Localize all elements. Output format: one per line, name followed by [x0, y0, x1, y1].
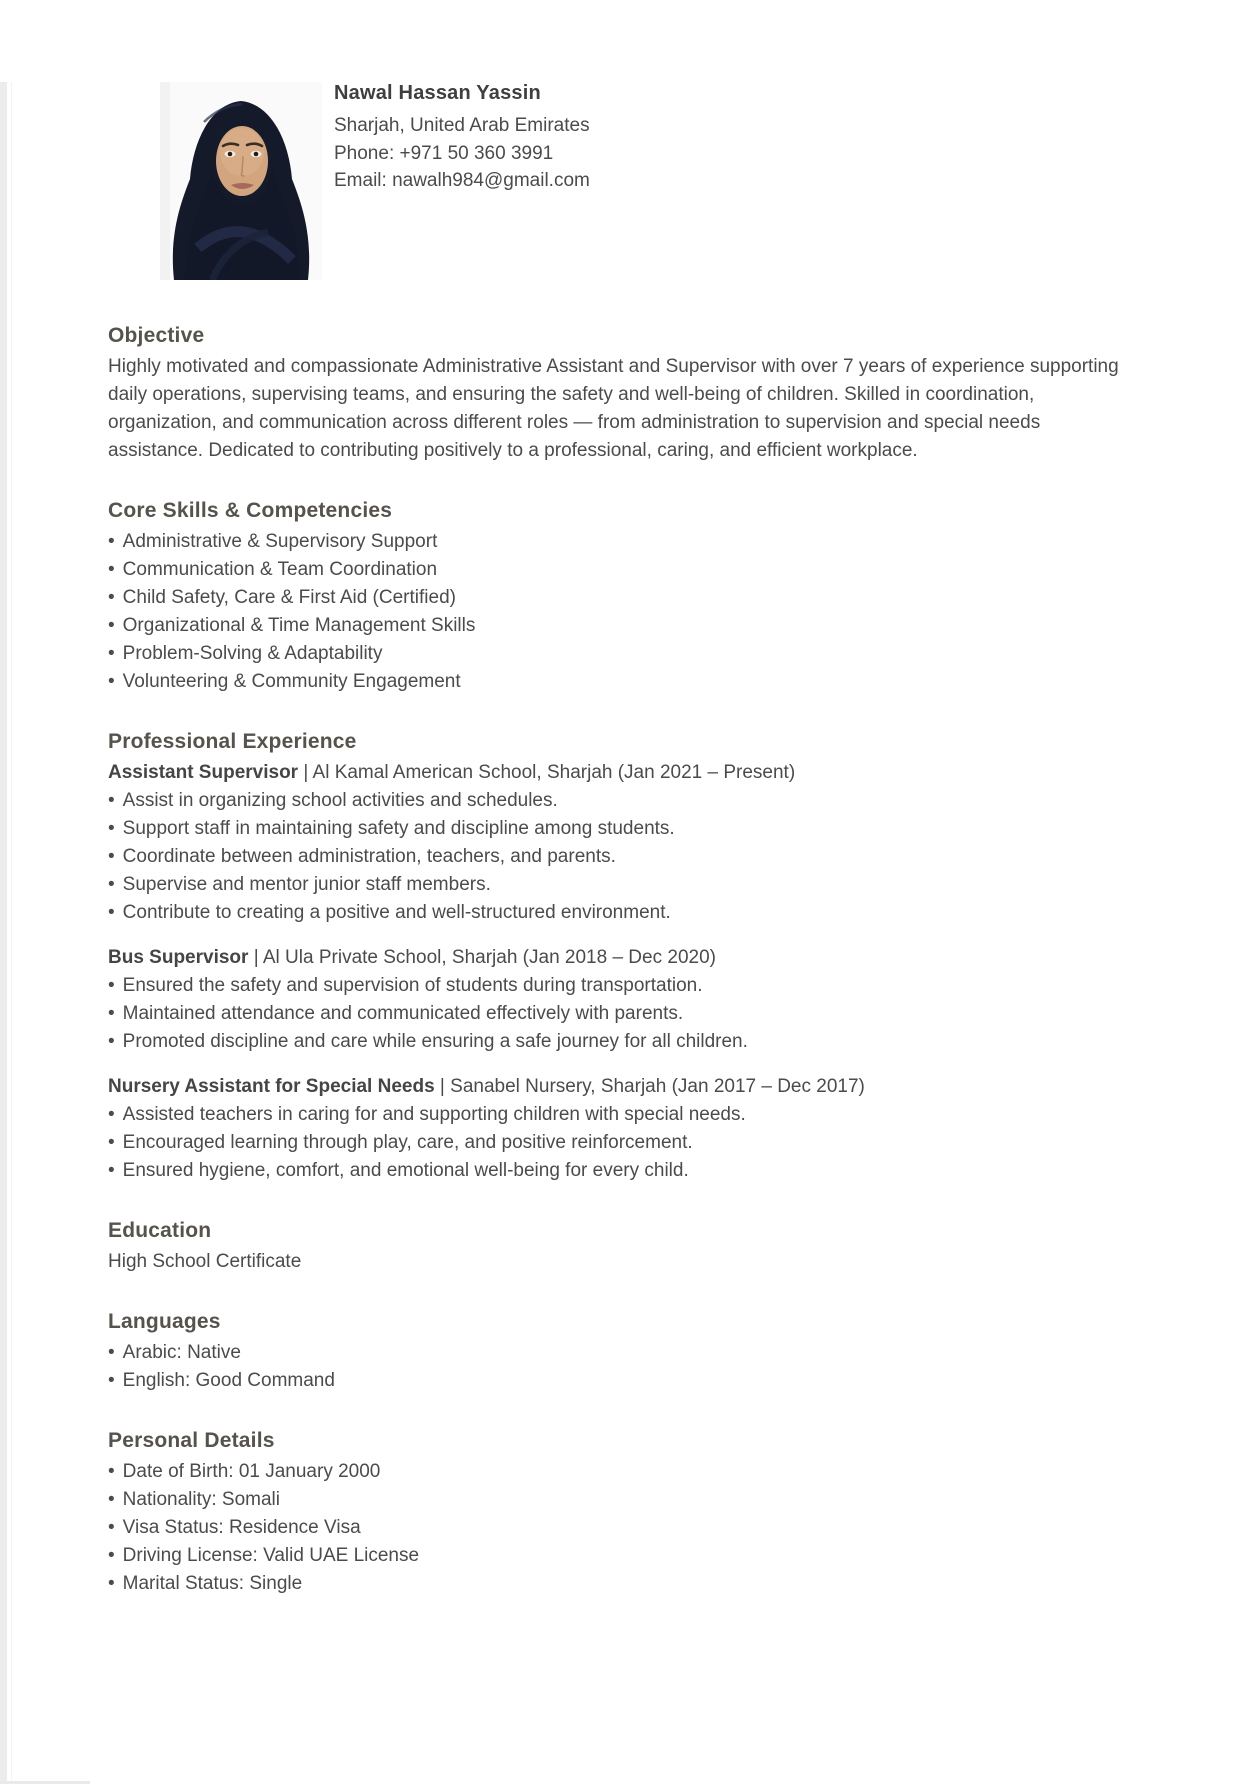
languages-list [108, 1339, 1139, 1395]
personal-detail-item: • Nationality: Somali [108, 1486, 1139, 1514]
job-meta: | Al Kamal American School, Sharjah (Jan 2021 – Present) [298, 762, 796, 783]
left-pupil [228, 152, 233, 157]
personal-detail-item: • Date of Birth: 01 January 2000 [108, 1458, 1139, 1486]
right-pupil [254, 152, 259, 157]
job-title-line [108, 1073, 1139, 1101]
section-objective [108, 324, 1139, 465]
job-bullets [108, 787, 1139, 927]
personal-detail-item: • Driving License: Valid UAE License [108, 1542, 1139, 1570]
job-bullet: • Coordinate between administration, teachers, and parents. [108, 843, 1139, 871]
portrait-photo-illustration [160, 82, 322, 280]
job-bullet: • Assist in organizing school activities and schedules. [108, 787, 1139, 815]
objective-title: Objective [108, 324, 205, 347]
languages-title: Languages [108, 1310, 221, 1333]
page-scan-edge-hairline [11, 82, 12, 1784]
skills-title: Core Skills & Competencies [108, 499, 393, 522]
section-skills [108, 499, 1139, 696]
job-role: Nursery Assistant for Special Needs [108, 1076, 435, 1097]
job-bullet: • Assisted teachers in caring for and supporting children with special needs. [108, 1101, 1139, 1129]
candidate-phone: Phone: +971 50 360 3991 [334, 142, 554, 164]
job-bus-supervisor [108, 944, 1139, 1056]
skill-item: • Volunteering & Community Engagement [108, 668, 1139, 696]
personal-details-list [108, 1458, 1139, 1598]
education-title: Education [108, 1219, 212, 1242]
candidate-location: Sharjah, United Arab Emirates [334, 115, 590, 136]
skill-item: • Organizational & Time Management Skills [108, 612, 1139, 640]
resume-page [0, 82, 1247, 1598]
job-role: Bus Supervisor [108, 947, 249, 968]
job-bullet: • Ensured the safety and supervision of students during transportation. [108, 972, 1139, 1000]
section-languages [108, 1310, 1139, 1395]
resume-header [160, 82, 1139, 280]
education-item: High School Certificate [108, 1251, 302, 1272]
skill-item: • Communication & Team Coordination [108, 556, 1139, 584]
contact-block [334, 82, 590, 195]
skill-item: • Administrative & Supervisory Support [108, 528, 1139, 556]
objective-text: Highly motivated and compassionate Administrative Assistant and Supervisor with over 7 years of experience supporting daily operations, supervising teams, and ensuring the safety and well-being of children. Skilled in coordination, organization, and communication across different roles — from administration to supervision and special needs assistance. Dedicated to contributing positively to a professional, caring, and efficient workplace. [108, 356, 1119, 461]
job-title-line [108, 944, 1139, 972]
section-personal-details [108, 1429, 1139, 1598]
job-role: Assistant Supervisor [108, 762, 299, 783]
job-bullet: • Ensured hygiene, comfort, and emotional well-being for every child. [108, 1157, 1139, 1185]
job-assistant-supervisor [108, 759, 1139, 927]
job-bullets [108, 1101, 1139, 1185]
job-bullet: • Supervise and mentor junior staff members. [108, 871, 1139, 899]
section-experience [108, 730, 1139, 1185]
photo-background-shade [160, 82, 170, 280]
job-title-line [108, 759, 1139, 787]
job-meta: | Al Ula Private School, Sharjah (Jan 2018 – Dec 2020) [248, 947, 716, 968]
skill-item: • Child Safety, Care & First Aid (Certified) [108, 584, 1139, 612]
job-bullet: • Support staff in maintaining safety and discipline among students. [108, 815, 1139, 843]
language-item: • English: Good Command [108, 1367, 1139, 1395]
skills-list [108, 528, 1139, 696]
candidate-email: Email: nawalh984@gmail.com [334, 170, 590, 191]
personal-detail-item: • Visa Status: Residence Visa [108, 1514, 1139, 1542]
job-meta: | Sanabel Nursery, Sharjah (Jan 2017 – Dec 2017) [434, 1076, 865, 1097]
page-scan-left-edge [0, 82, 7, 1784]
personal-detail-item: • Marital Status: Single [108, 1570, 1139, 1598]
job-bullet: • Encouraged learning through play, care, and positive reinforcement. [108, 1129, 1139, 1157]
candidate-name: Nawal Hassan Yassin [334, 82, 541, 104]
personal-details-title: Personal Details [108, 1429, 275, 1452]
section-education [108, 1219, 1139, 1276]
profile-photo [160, 82, 322, 280]
job-bullets [108, 972, 1139, 1056]
language-item: • Arabic: Native [108, 1339, 1139, 1367]
experience-title: Professional Experience [108, 730, 357, 753]
job-bullet: • Contribute to creating a positive and well-structured environment. [108, 899, 1139, 927]
job-bullet: • Maintained attendance and communicated effectively with parents. [108, 1000, 1139, 1028]
job-bullet: • Promoted discipline and care while ensuring a safe journey for all children. [108, 1028, 1139, 1056]
job-nursery-assistant [108, 1073, 1139, 1185]
skill-item: • Problem-Solving & Adaptability [108, 640, 1139, 668]
